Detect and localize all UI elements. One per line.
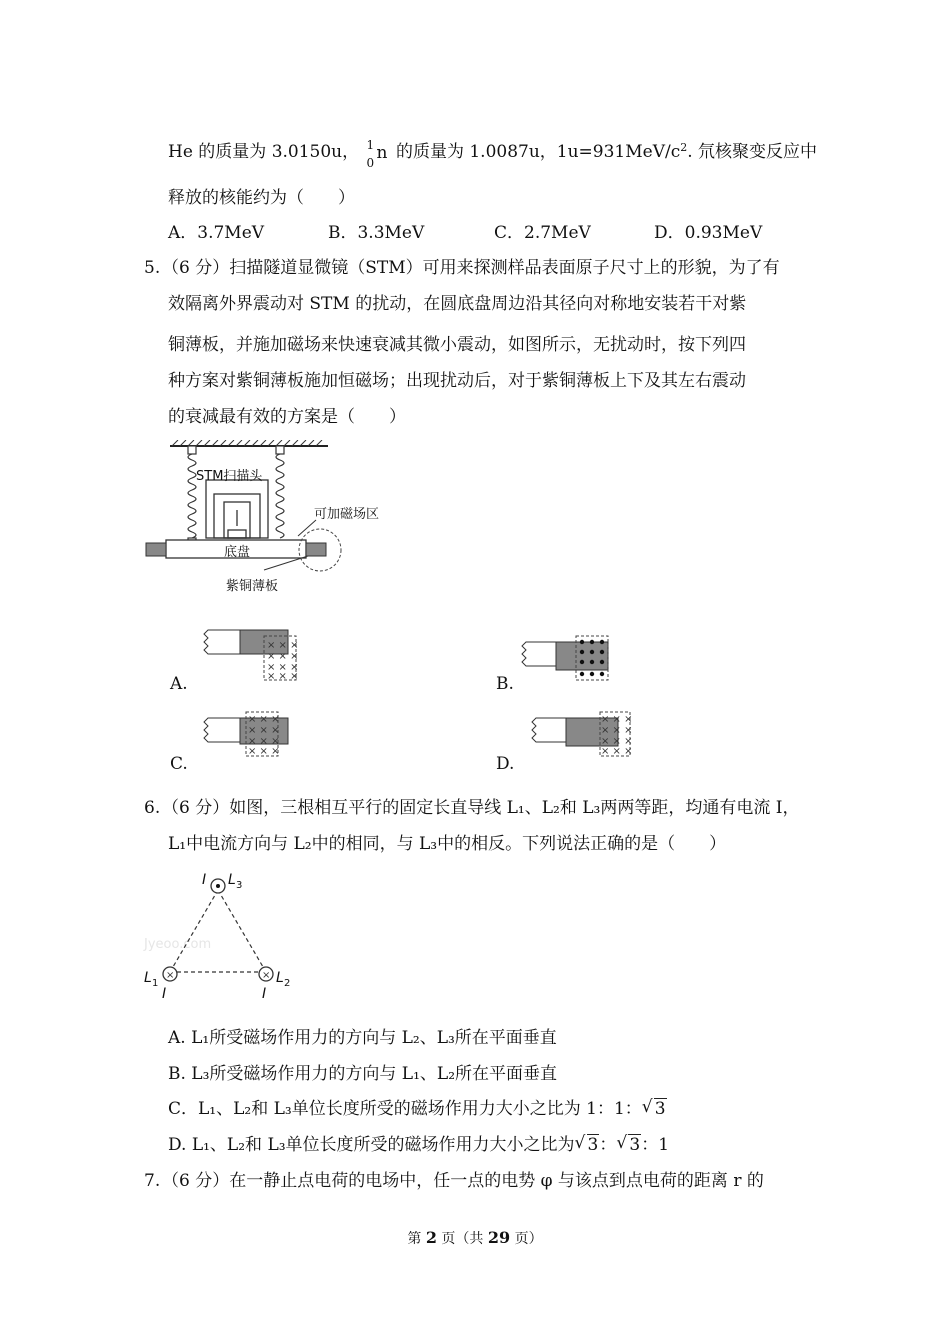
q5-line1: （6 分）扫描隧道显微镜（STM）可用来探测样品表面原子尺寸上的形貌，为了有 (162, 258, 780, 278)
q4-line1-b: 的质量为 1.0087u，1u=931MeV/c (395, 142, 681, 162)
ceiling-hatch (170, 440, 328, 446)
q7-line1: （6 分）在一静止点电荷的电场中，任一点的电势 φ 与该点到点电荷的距离 r 的 (162, 1171, 764, 1191)
q4-line1-c: . 氘核聚变反应中 (687, 142, 818, 162)
sqrt-symbol: √ 3 (641, 1097, 666, 1119)
svg-text:× × ×: × × × (601, 736, 633, 747)
q5-option-d-label: D. (496, 754, 515, 774)
q5-line3: 铜薄板，并施加磁场来快速衰减其微小震动，如图所示，无扰动时，按下列四 (168, 335, 746, 355)
svg-text:× × ×: × × × (248, 725, 280, 736)
q6-option-c (168, 1097, 667, 1121)
label-base: 底盘 (224, 545, 251, 560)
svg-text:× × ×: × × × (248, 714, 280, 725)
svg-text:× × ×: × × × (601, 725, 633, 736)
wires-triangle-figure (140, 866, 310, 1006)
q6-option-a: A. L₁所受磁场作用力的方向与 L₂、L₃所在平面垂直 (168, 1028, 557, 1048)
svg-text:×: × (262, 970, 271, 981)
q7-number: 7. (144, 1171, 161, 1191)
svg-text:×: × (166, 970, 175, 981)
top-wire-letter: L (228, 872, 236, 888)
footer-mid: 页（共 (436, 1231, 488, 1247)
wire-l3 (211, 879, 225, 893)
left-spring (188, 446, 196, 540)
svg-text:× × ×: × × × (267, 651, 299, 662)
q6-option-d-text: D. L₁、L₂和 L₃单位长度所受的磁场作用力大小之比为 (168, 1135, 575, 1155)
q5-number: 5. (144, 258, 161, 278)
neutron-charge-number: 0 (366, 155, 375, 170)
q5-line4: 种方案对紫铜薄板施加恒磁场；出现扰动后，对于紫铜薄板上下及其左右震动 (168, 371, 746, 391)
sqrt-radicand: 3 (629, 1135, 641, 1155)
q4-line1-a: He 的质量为 3.0150u， (168, 142, 360, 162)
q6-line2: L₁中电流方向与 L₂中的相同，与 L₃中的相反。下列说法正确的是（ ） (168, 834, 727, 854)
left-wire-letter: L (144, 970, 152, 986)
q4-option-b: B．3.3MeV (328, 223, 425, 243)
right-wire-letter: L (276, 970, 284, 986)
ratio-end: ：1 (641, 1135, 670, 1155)
neutron-symbol (365, 137, 391, 170)
neutron-letter: n (376, 142, 388, 163)
footer-page-number: 2 (425, 1228, 437, 1247)
wire-l1 (163, 967, 177, 981)
q5-option-c-figure (200, 710, 300, 760)
q6-option-d (168, 1133, 669, 1157)
svg-text:× × ×: × × × (248, 746, 280, 757)
q6-option-b: B. L₃所受磁场作用力的方向与 L₁、L₂所在平面垂直 (168, 1064, 558, 1084)
svg-text:× × ×: × × × (248, 736, 280, 747)
left-wire-sub: 1 (152, 978, 159, 989)
svg-text:× × ×: × × × (267, 640, 299, 651)
stm-head (206, 480, 268, 538)
q4-line2: 释放的核能约为（ ） (168, 188, 355, 208)
q4-line1 (168, 136, 818, 170)
svg-text:× × ×: × × × (267, 662, 299, 673)
q5-option-c-label: C. (170, 754, 188, 774)
sqrt-symbol: √ 3 (616, 1133, 641, 1155)
footer-pre: 第 (407, 1231, 426, 1247)
page-footer (0, 1228, 950, 1248)
q4-option-d: D．0.93MeV (654, 223, 763, 243)
right-spring (276, 446, 284, 538)
q5-line5: 的衰减最有效的方案是（ ） (168, 407, 406, 427)
left-current-label: I (162, 986, 167, 1002)
q4-option-a: A．3.7MeV (168, 223, 265, 243)
q5-option-b-figure (520, 634, 620, 686)
stm-figure (140, 440, 400, 600)
right-wire-sub: 2 (284, 978, 291, 989)
ratio-separator: ： (599, 1135, 617, 1155)
footer-post: 页） (510, 1231, 543, 1247)
top-wire-sub: 3 (236, 880, 243, 891)
footer-total-pages: 29 (487, 1228, 511, 1247)
label-plate: 紫铜薄板 (226, 579, 279, 594)
watermark: Jyeoo.com (144, 937, 212, 952)
q5-option-d-figure (528, 710, 638, 760)
svg-text:× × ×: × × × (267, 671, 299, 682)
q5-option-a-figure (200, 622, 300, 682)
q5-line2: 效隔离外界震动对 STM 的扰动，在圆底盘周边沿其径向对称地安装若干对紫 (168, 294, 747, 314)
sqrt-symbol: √ 3 (574, 1133, 599, 1155)
top-current-label: I (202, 872, 207, 888)
q6-number: 6. (144, 798, 161, 818)
label-field-region: 可加磁场区 (314, 507, 380, 522)
q6-option-c-text: C．L₁、L₂和 L₃单位长度所受的磁场作用力大小之比为 1：1： (168, 1099, 642, 1119)
svg-text:× × ×: × × × (601, 746, 633, 757)
q6-line1: （6 分）如图，三根相互平行的固定长直导线 L₁、L₂和 L₃两两等距，均通有电流 I， (162, 798, 800, 818)
q4-option-c: C．2.7MeV (494, 223, 591, 243)
q4-line1-sup: 2 (680, 141, 688, 154)
q5-option-a-label: A. (170, 674, 188, 694)
field-region-leader (298, 520, 316, 536)
label-stm-head: STM扫描头 (196, 469, 263, 484)
sqrt-radicand: 3 (587, 1135, 599, 1155)
sqrt-radicand: 3 (654, 1099, 666, 1119)
right-current-label: I (262, 986, 267, 1002)
wire-l2 (259, 967, 273, 981)
svg-text:× × ×: × × × (601, 714, 633, 725)
neutron-mass-number: 1 (366, 137, 375, 152)
q5-option-b-label: B. (496, 674, 514, 694)
